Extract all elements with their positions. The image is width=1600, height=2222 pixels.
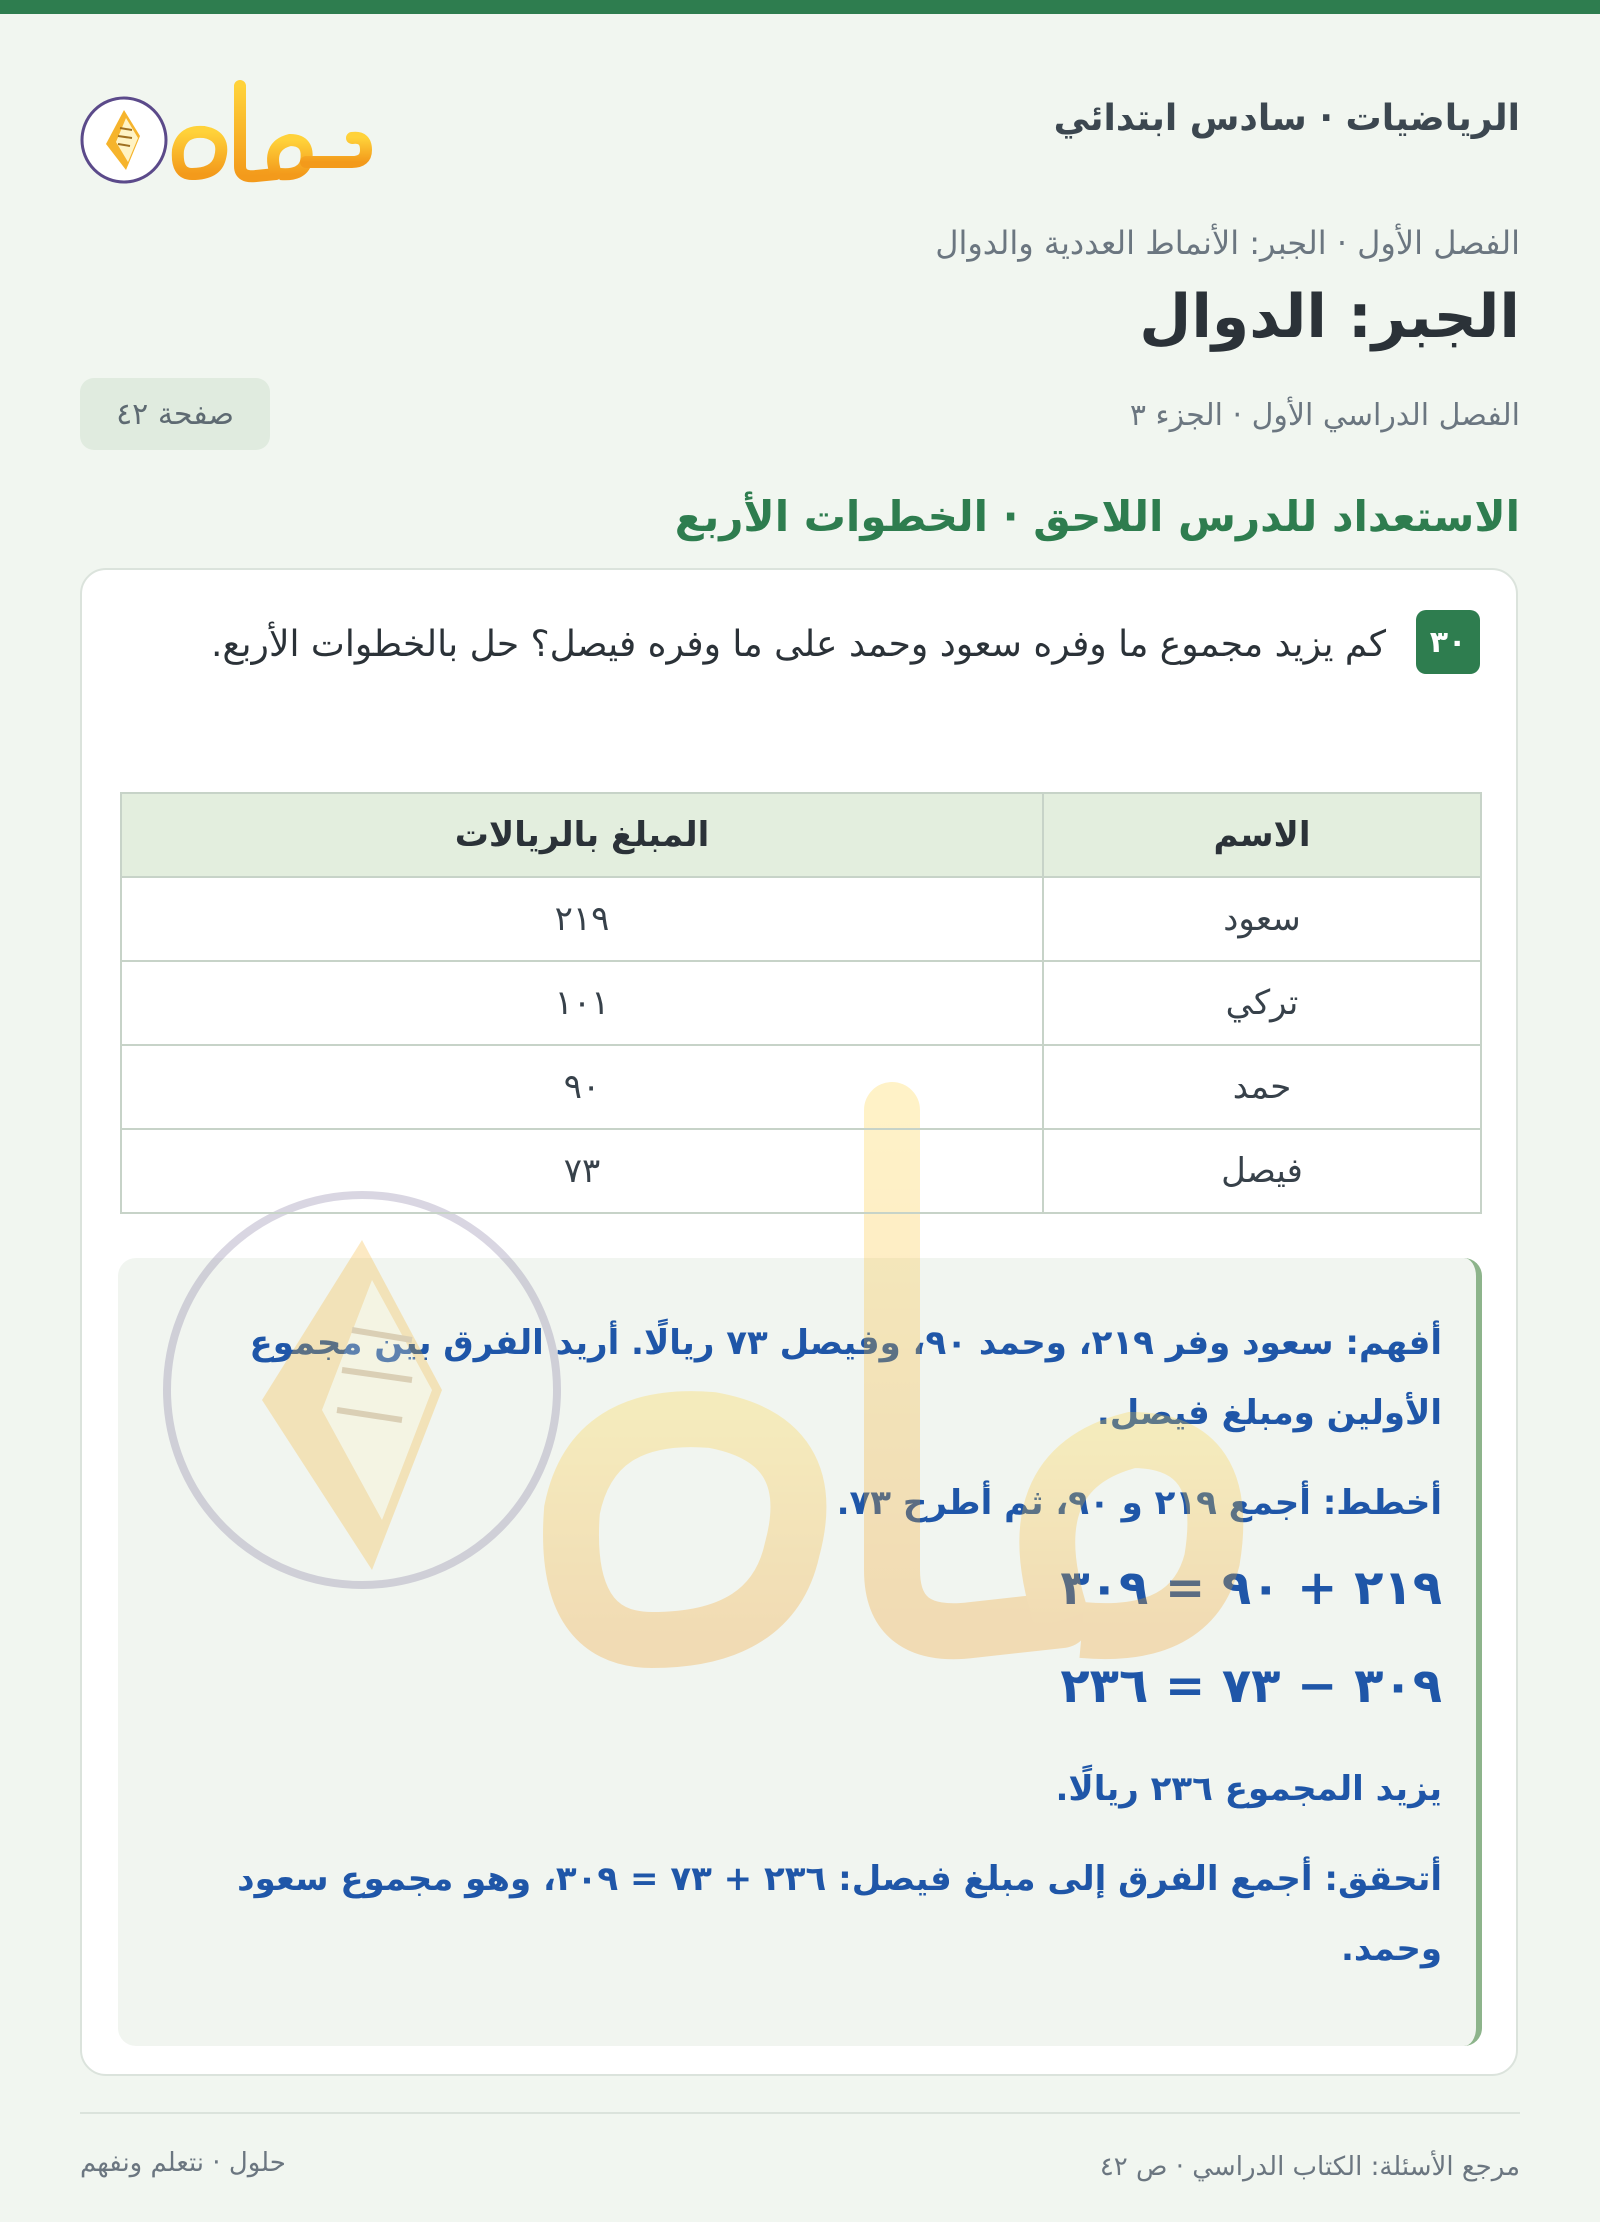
solution-answer: يزيد المجموع ٢٣٦ ريالًا. <box>1055 1769 1442 1809</box>
table-cell-amount: ٧٣ <box>121 1129 1043 1213</box>
table-cell-amount: ١٠١ <box>121 961 1043 1045</box>
page <box>80 14 1520 2222</box>
footer-divider <box>80 2112 1520 2114</box>
table-row <box>121 877 1481 961</box>
table-header-amount: المبلغ بالريالات <box>121 793 1043 877</box>
footer-brand: حلول · نتعلم ونفهم <box>80 2148 286 2178</box>
table-row <box>121 961 1481 1045</box>
solution-box <box>118 1258 1482 2046</box>
solution-plan: أخطط: أجمع ٢١٩ و ٩٠، ثم أطرح ٧٣. <box>836 1483 1442 1523</box>
table-row <box>121 1129 1481 1213</box>
solution-understand: أفهم: سعود وفر ٢١٩، وحمد ٩٠، وفيصل ٧٣ ريالًا. أريد الفرق بين مجموع الأولين ومبلغ فيصل. <box>249 1323 1442 1433</box>
subject-label: الرياضيات · سادس ابتدائي <box>1053 98 1520 139</box>
solution-equation-1: ٢١٩ + ٩٠ = ٣٠٩ <box>1060 1560 1442 1616</box>
footer-reference: مرجع الأسئلة: الكتاب الدراسي · ص ٤٢ <box>1099 2152 1520 2182</box>
site-logo[interactable] <box>80 66 380 186</box>
table-cell-name: حمد <box>1043 1045 1481 1129</box>
savings-table <box>120 792 1482 1214</box>
table-cell-amount: ٢١٩ <box>121 877 1043 961</box>
question-card <box>80 568 1518 2076</box>
table-cell-amount: ٩٠ <box>121 1045 1043 1129</box>
table-row <box>121 1045 1481 1129</box>
question-text: كم يزيد مجموع ما وفره سعود وحمد على ما وفره فيصل؟ حل بالخطوات الأربع. <box>210 624 1386 665</box>
table-cell-name: سعود <box>1043 877 1481 961</box>
question-number-badge: ٣٠ <box>1416 610 1480 674</box>
page-title: الجبر: الدوال <box>1139 282 1520 352</box>
term-meta: الفصل الدراسي الأول · الجزء ٣ <box>1129 398 1520 433</box>
table-header-name: الاسم <box>1043 793 1481 877</box>
table-cell-name: فيصل <box>1043 1129 1481 1213</box>
table-header-row <box>121 793 1481 877</box>
solution-equation-2: ٣٠٩ − ٧٣ = ٢٣٦ <box>1060 1658 1442 1714</box>
logo-icon <box>80 66 380 186</box>
breadcrumb: الفصل الأول · الجبر: الأنماط العددية والدوال <box>935 224 1520 262</box>
solution-check: أتحقق: أجمع الفرق إلى مبلغ فيصل: ٢٣٦ + ٧٣ = ٣٠٩، وهو مجموع سعود وحمد. <box>237 1859 1442 1969</box>
top-accent-bar <box>0 0 1600 14</box>
section-title: الاستعداد للدرس اللاحق · الخطوات الأربع <box>674 492 1520 541</box>
page-number-badge: صفحة ٤٢ <box>80 378 270 450</box>
table-cell-name: تركي <box>1043 961 1481 1045</box>
